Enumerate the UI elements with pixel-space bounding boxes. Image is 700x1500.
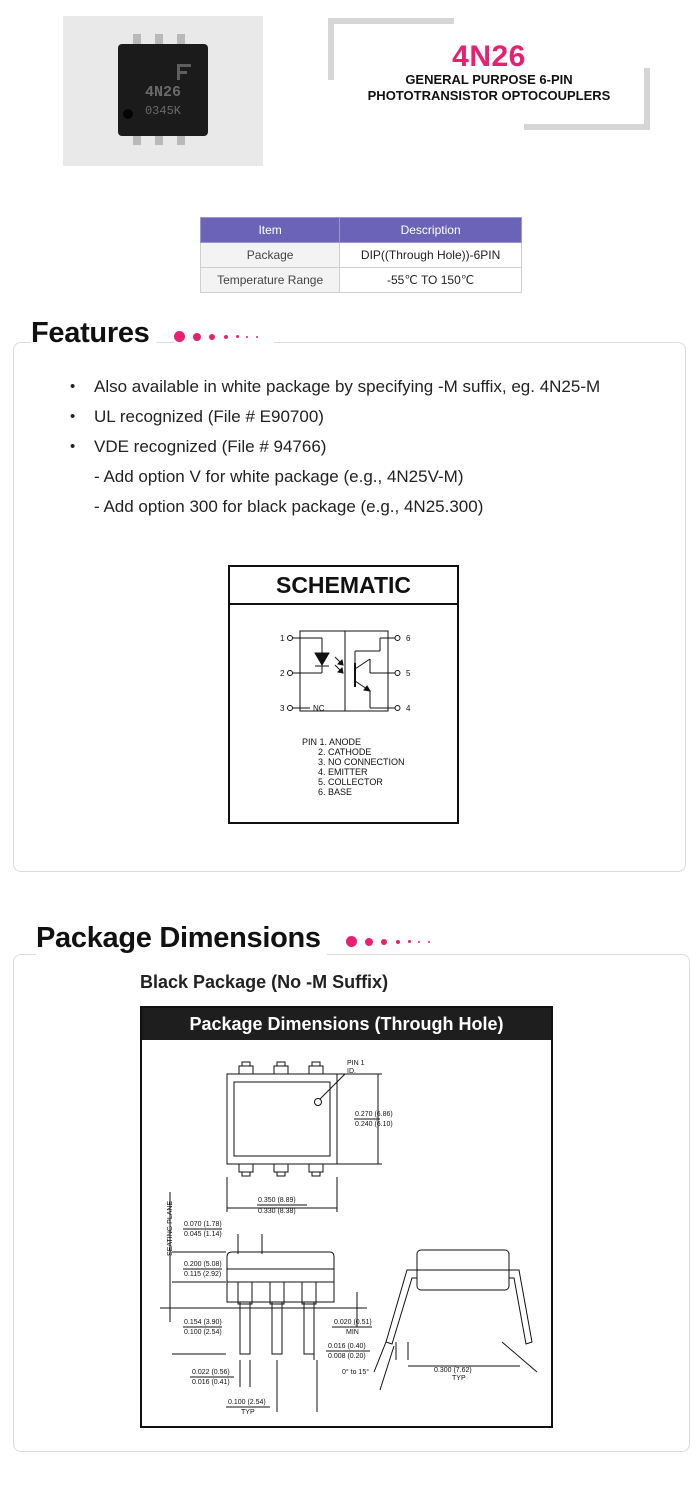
table-row <box>201 243 522 268</box>
dim-label: 0.200 (5.08) <box>184 1261 222 1268</box>
dim-label: SEATING PLANE <box>167 1200 174 1256</box>
pin-number: 1 <box>280 634 285 643</box>
dim-label: 0.070 (1.78) <box>184 1221 222 1228</box>
features-list <box>70 376 600 526</box>
spec-item: Temperature Range <box>201 268 340 293</box>
spec-description: -55℃ TO 150℃ <box>340 268 522 293</box>
package-frame-title: Package Dimensions (Through Hole) <box>142 1008 551 1040</box>
photo-marking-line2: 0345K <box>144 104 182 118</box>
pin-list <box>302 737 405 797</box>
list-item: • VDE recognized (File # 94766) <box>70 436 600 466</box>
dim-label: 0.100 (2.54) <box>228 1399 266 1406</box>
photo-marking-line1: 4N26 <box>144 84 182 101</box>
dim-label: 0.016 (0.41) <box>192 1379 230 1386</box>
package-heading-dots <box>346 936 446 948</box>
package-subheading: Black Package (No -M Suffix) <box>140 972 389 992</box>
features-heading: Features <box>31 317 156 350</box>
product-subtitle: GENERAL PURPOSE 6-PIN PHOTOTRANSISTOR OPTOCOUPLERS <box>367 72 611 103</box>
pin-list-item: PIN 1. ANODE <box>302 737 362 747</box>
table-row <box>201 268 522 293</box>
title-block <box>328 18 650 130</box>
dim-label: 0.154 (3.90) <box>184 1319 222 1326</box>
dim-label: 0.016 (0.40) <box>328 1343 366 1350</box>
dim-label: 0.330 (8.38) <box>258 1208 296 1215</box>
dim-label: 0.100 (2.54) <box>184 1329 222 1336</box>
part-number: 4N26 <box>452 40 526 73</box>
list-sub-item: - Add option V for white package (e.g., 4N25V-M) <box>94 467 464 486</box>
features-heading-dots <box>174 331 274 343</box>
spec-description: DIP((Through Hole))-6PIN <box>340 243 522 268</box>
dim-label: MIN <box>346 1329 359 1336</box>
list-item: • Also available in white package by specifying -M suffix, eg. 4N25-M <box>70 376 600 406</box>
dim-label: 0.270 (6.86) <box>355 1111 393 1118</box>
spec-table <box>200 217 522 293</box>
spec-item: Package <box>201 243 340 268</box>
dim-label: 0.115 (2.92) <box>184 1271 222 1278</box>
pin-number: 3 <box>280 704 285 713</box>
pin-list-item: 4. EMITTER <box>318 767 368 777</box>
product-photo <box>63 16 263 166</box>
schematic-diagram <box>228 565 459 824</box>
dim-label: 0.300 (7.62) <box>434 1367 472 1374</box>
pin-number: 6 <box>406 634 411 643</box>
dim-label: 0.008 (0.20) <box>328 1353 366 1360</box>
package-dimensions-drawing <box>140 1006 553 1428</box>
pin-number: 5 <box>406 669 411 678</box>
list-sub-item: - Add option 300 for black package (e.g., 4N25.300) <box>94 497 484 516</box>
spec-header-description: Description <box>340 218 522 243</box>
list-item: • UL recognized (File # E90700) <box>70 406 600 436</box>
dim-label: 0.350 (8.89) <box>258 1197 296 1204</box>
pin-list-item: 5. COLLECTOR <box>318 777 383 787</box>
dim-label: PIN 1 <box>347 1060 365 1067</box>
nc-label: NC <box>313 704 325 713</box>
dim-label: TYP <box>241 1409 255 1416</box>
dim-label: 0.020 (0.51) <box>334 1319 372 1326</box>
pin-list-item: 2. CATHODE <box>318 747 372 757</box>
dim-label: TYP <box>452 1375 466 1382</box>
pin-list-item: 6. BASE <box>318 787 353 797</box>
dim-label: ID. <box>347 1068 356 1075</box>
pin-list-item: 3. NO CONNECTION <box>318 757 405 767</box>
dim-label: 0.045 (1.14) <box>184 1231 222 1238</box>
pin-number: 2 <box>280 669 285 678</box>
package-heading: Package Dimensions <box>36 922 327 955</box>
dim-label: 0.022 (0.56) <box>192 1369 230 1376</box>
pin-number: 4 <box>406 704 411 713</box>
schematic-heading: SCHEMATIC <box>230 567 457 605</box>
spec-header-item: Item <box>201 218 340 243</box>
dim-label: 0° to 15° <box>342 1369 370 1376</box>
dim-label: 0.240 (6.10) <box>355 1121 393 1128</box>
